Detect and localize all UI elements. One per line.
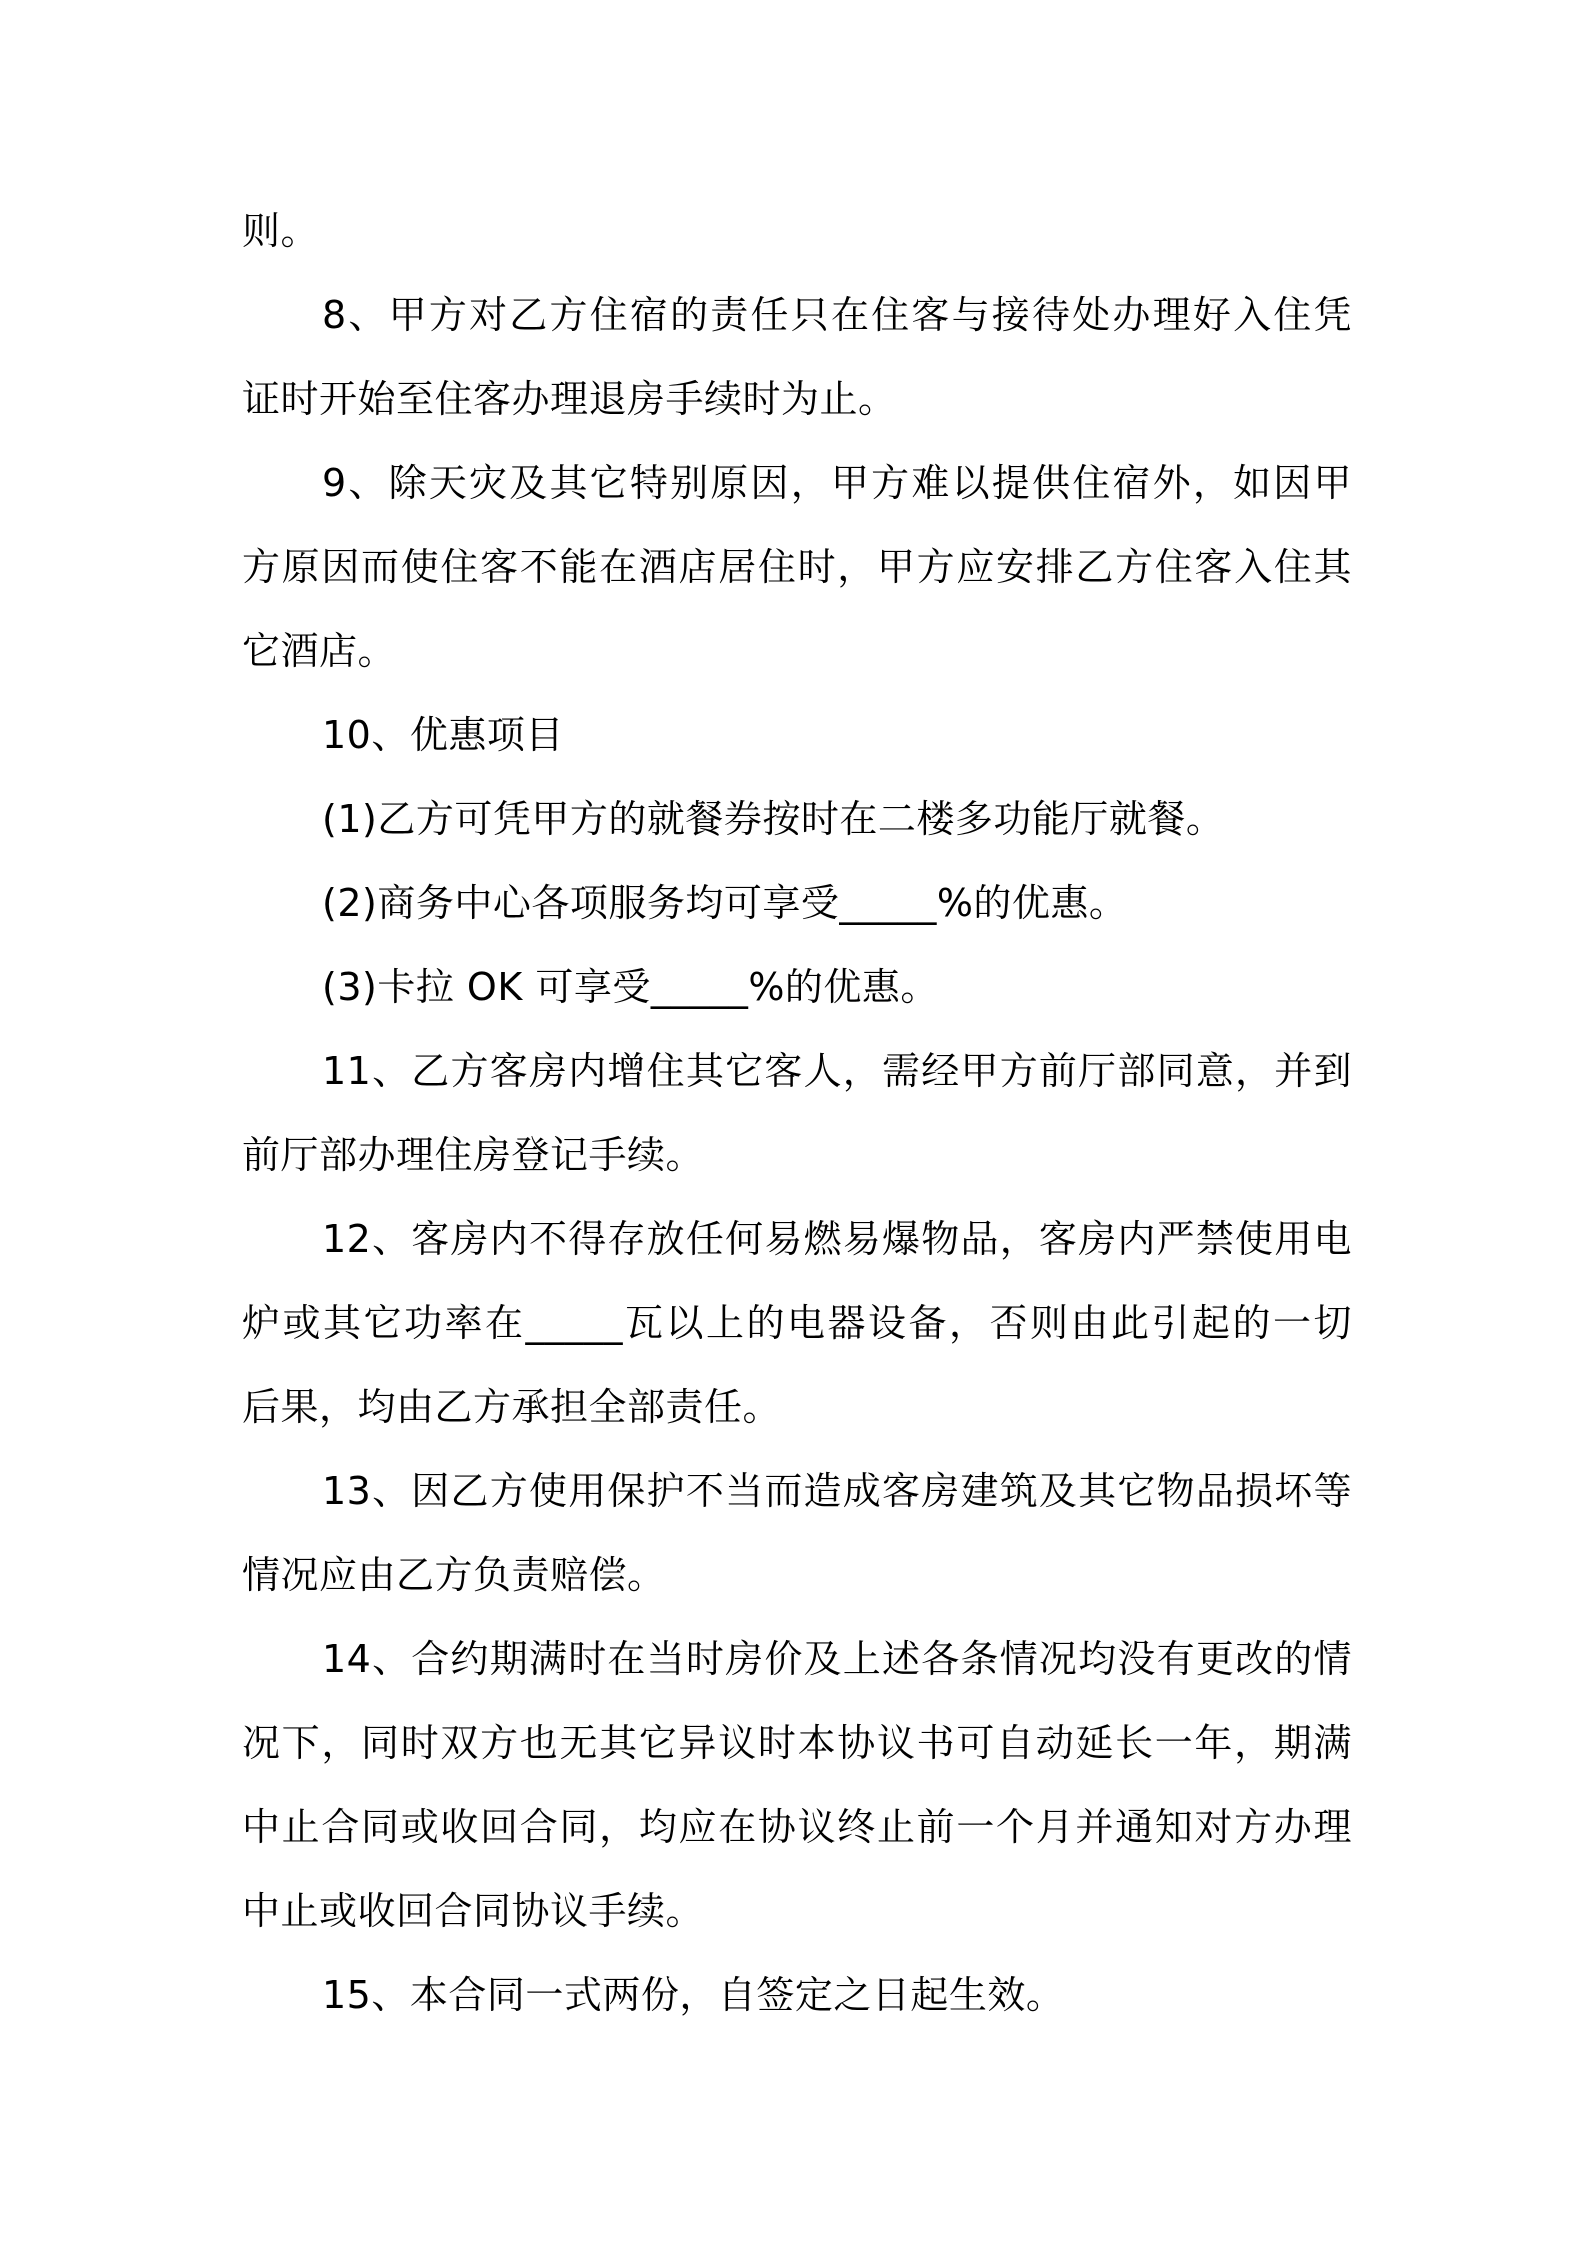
text-line: 它酒店。 — [242, 629, 397, 673]
clause-11-line: 11、乙方客房内增住其它客人，需经甲方前厅部同意，并到 — [322, 1049, 1352, 1093]
text-line: 况下，同时双方也无其它异议时本协议书可自动延长一年，期满 — [242, 1721, 1352, 1765]
text-line: 方原因而使住客不能在酒店居住时，甲方应安排乙方住客入住其 — [242, 545, 1352, 589]
clause-13-line: 13、因乙方使用保护不当而造成客房建筑及其它物品损坏等 — [322, 1469, 1352, 1513]
clause-10-item-1: (1)乙方可凭甲方的就餐券按时在二楼多功能厅就餐。 — [322, 797, 1225, 841]
text-line: 证时开始至住客办理退房手续时为止。 — [242, 377, 897, 421]
text-line: 中止合同或收回合同，均应在协议终止前一个月并通知对方办理 — [242, 1805, 1352, 1849]
clause-8-line: 8、甲方对乙方住宿的责任只在住客与接待处办理好入住凭 — [322, 293, 1352, 337]
text-line: 前厅部办理住房登记手续。 — [242, 1133, 705, 1177]
text-line: 情况应由乙方负责赔偿。 — [242, 1553, 666, 1597]
clause-10-heading: 10、优惠项目 — [322, 713, 564, 757]
text-line: 中止或收回合同协议手续。 — [242, 1889, 705, 1933]
clause-14-line: 14、合约期满时在当时房价及上述各条情况均没有更改的情 — [322, 1637, 1352, 1681]
clause-15-line: 15、本合同一式两份，自签定之日起生效。 — [322, 1973, 1065, 2017]
text-line: 炉或其它功率在_____瓦以上的电器设备，否则由此引起的一切 — [242, 1301, 1352, 1345]
clause-10-item-2: (2)商务中心各项服务均可享受_____%的优惠。 — [322, 881, 1128, 925]
clause-12-line: 12、客房内不得存放任何易燃易爆物品，客房内严禁使用电 — [322, 1217, 1352, 1261]
clause-10-item-3: (3)卡拉 OK 可享受_____%的优惠。 — [322, 965, 939, 1009]
text-line: 后果，均由乙方承担全部责任。 — [242, 1385, 782, 1429]
text-line: 则。 — [242, 209, 320, 253]
clause-9-line: 9、除天灾及其它特别原因，甲方难以提供住宿外，如因甲 — [322, 461, 1352, 505]
